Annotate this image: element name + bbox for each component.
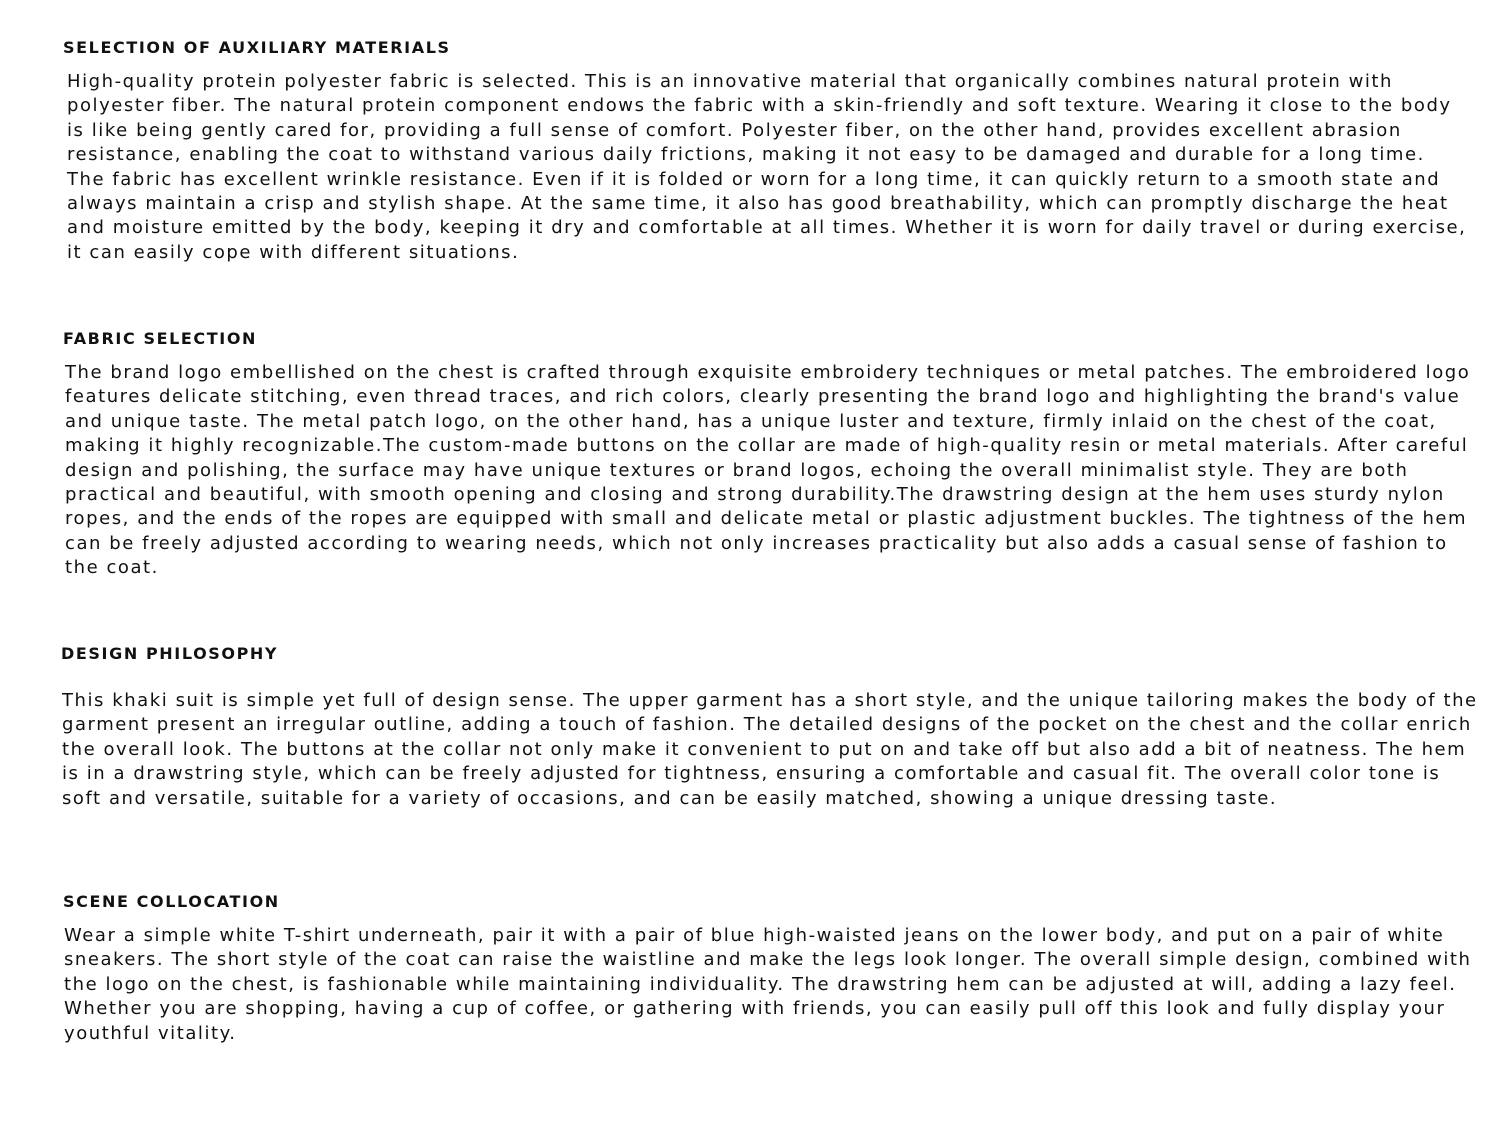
paragraph-line: High-quality protein polyester fabric is selected. This is an innovative material that organically combines natural protein with [67,71,1393,92]
section-title-auxiliary-materials: SELECTION OF AUXILIARY MATERIALS [63,38,451,57]
paragraph-line: is in a drawstring style, which can be freely adjusted for tightness, ensuring a comfortable and casual fit. The overall color tone is [62,763,1441,785]
section-title-fabric-selection: FABRIC SELECTION [63,329,258,348]
paragraph-line: is like being gently cared for, providing a full sense of comfort. Polyester fiber, on the other hand, provides excellent abrasion [67,119,1402,141]
paragraph-line: the overall look. The buttons at the collar not only make it convenient to put on and take off but also add a bit of neatness. The hem [62,738,1467,760]
paragraph-line: features delicate stitching, even thread traces, and rich colors, clearly presenting the brand logo and highlighting the brand's value [65,386,1461,408]
paragraph-line: ropes, and the ends of the ropes are equipped with small and delicate metal or plastic adjustment buckles. The tightness of the hem [65,508,1468,530]
paragraph-line: The brand logo embellished on the chest is crafted through exquisite embroidery techniques or metal patches. The embroidered logo [65,362,1471,383]
paragraph-line: and moisture emitted by the body, keeping it dry and comfortable at all times. Whether it is worn for daily travel or during exercise, [67,217,1467,239]
paragraph-line: always maintain a crisp and stylish shape. At the same time, it also has good breathability, which can promptly discharge the heat [67,193,1449,215]
paragraph-line: youthful vitality. [64,1022,237,1044]
section-body-fabric-selection [65,361,1470,581]
paragraph-line: the coat. [65,557,159,579]
paragraph-line: practical and beautiful, with smooth opening and closing and strong durability.The drawstring design at the hem uses sturdy nylon [65,484,1445,506]
section-title-scene-collocation: SCENE COLLOCATION [63,892,280,911]
paragraph-line: This khaki suit is simple yet full of design sense. The upper garment has a short style, and the unique tailoring makes the body of the [62,690,1478,711]
section-body-design-philosophy [62,689,1478,811]
paragraph-line: making it highly recognizable.The custom-made buttons on the collar are made of high-quality resin or metal materials. After careful [65,435,1469,457]
section-body-scene-collocation [64,924,1472,1046]
paragraph-line: the logo on the chest, is fashionable while maintaining individuality. The drawstring hem can be adjusted at will, adding a lazy feel. [64,973,1457,995]
paragraph-line: and unique taste. The metal patch logo, on the other hand, has a unique luster and texture, firmly inlaid on the chest of the coat, [65,410,1437,432]
section-title-design-philosophy: DESIGN PHILOSOPHY [61,644,279,663]
paragraph-line: sneakers. The short style of the coat can raise the waistline and make the legs look longer. The overall simple design, combined with [64,949,1472,971]
section-body-auxiliary-materials [67,70,1466,265]
paragraph-line: it can easily cope with different situations. [67,241,520,263]
paragraph-line: The fabric has excellent wrinkle resistance. Even if it is folded or worn for a long time, it can quickly return to a smooth state and [67,168,1441,190]
paragraph-line: resistance, enabling the coat to withstand various daily frictions, making it not easy to be damaged and durable for a long time. [67,144,1425,166]
paragraph-line: can be freely adjusted according to wearing needs, which not only increases practicality but also adds a casual sense of fashion to [65,532,1448,554]
paragraph-line: design and polishing, the surface may have unique textures or brand logos, echoing the overall minimalist style. They are both [65,459,1409,481]
paragraph-line: garment present an irregular outline, adding a touch of fashion. The detailed designs of the pocket on the chest and the collar enrich [62,714,1472,736]
paragraph-line: polyester fiber. The natural protein component endows the fabric with a skin-friendly and soft texture. Wearing it close to the body [67,95,1452,117]
paragraph-line: Whether you are shopping, having a cup of coffee, or gathering with friends, you can easily pull off this look and fully display your [64,998,1446,1020]
paragraph-line: Wear a simple white T-shirt underneath, pair it with a pair of blue high-waisted jeans on the lower body, and put on a pair of white [64,925,1445,946]
paragraph-line: soft and versatile, suitable for a variety of occasions, and can be easily matched, showing a unique dressing taste. [62,787,1278,809]
